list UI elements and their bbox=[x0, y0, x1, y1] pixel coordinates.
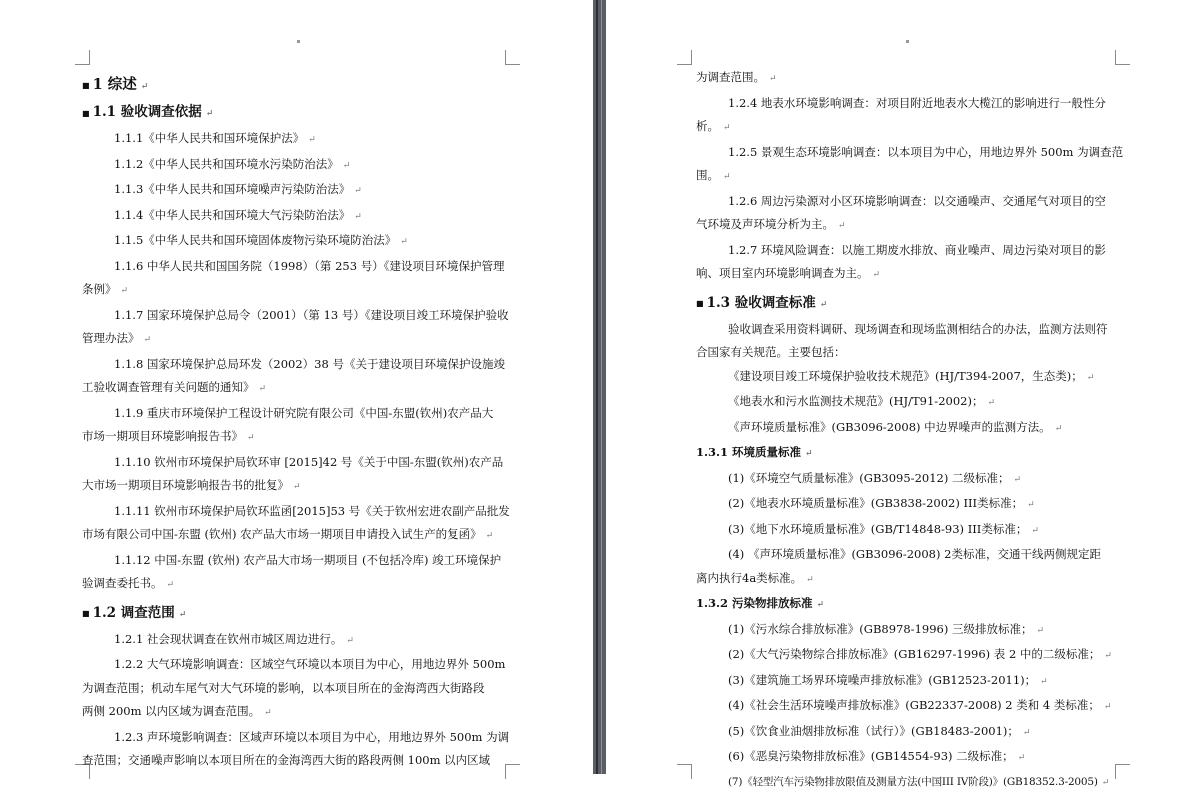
paragraph: 验收调查采用资料调研、现场调查和现场监测相结合的办法，监测方法则符 bbox=[696, 318, 1114, 342]
standard-item: 《地表水和污水监测技术规范》(HJ/T91-2002)； ↵ bbox=[696, 390, 1114, 416]
paragraph-continued: 合国家有关规范。主要包括： bbox=[696, 341, 1114, 365]
heading-1-3: ■ 1.3 验收调查标准 ↵ bbox=[696, 288, 1114, 318]
list-item: 1.2.5 景观生态环境影响调查：以本项目为中心，用地边界外 500m 为调查范 bbox=[696, 141, 1114, 165]
margin-corner-mark bbox=[505, 50, 520, 65]
right-page-content[interactable] bbox=[696, 66, 1114, 795]
list-item-continued: 管理办法》 ↵ bbox=[82, 327, 506, 353]
list-item: 1.1.7 国家环境保护总局令（2001）（第 13 号）《建设项目竣工环境保护验收 bbox=[82, 304, 506, 328]
list-item: (7)《轻型汽车污染物排放限值及测量方法(中国III IV阶段)》(GB18352.3-2005) ↵ bbox=[696, 771, 1114, 795]
list-item-continued: 市场一期项目环境影响报告书》 ↵ bbox=[82, 425, 506, 451]
margin-corner-mark bbox=[1115, 50, 1130, 65]
list-item: 1.2.2 大气环境影响调查：区域空气环境以本项目为中心，用地边界外 500m bbox=[82, 653, 506, 677]
list-item: (6)《恶臭污染物排放标准》(GB14554-93) 二级标准； ↵ bbox=[696, 745, 1114, 771]
list-item: 1.1.8 国家环境保护总局环发（2002）38 号《关于建设项目环境保护设施竣 bbox=[82, 353, 506, 377]
document-page-right bbox=[606, 0, 1196, 774]
list-item: (3)《建筑施工场界环境噪声排放标准》(GB12523-2011)； ↵ bbox=[696, 669, 1114, 695]
document-page-left bbox=[0, 0, 593, 774]
heading-1-2: ■ 1.2 调查范围 ↵ bbox=[82, 598, 506, 628]
standard-item: 《声环境质量标准》(GB3096-2008) 中边界噪声的监测方法。 ↵ bbox=[696, 416, 1114, 442]
list-item-continued: 条例》 ↵ bbox=[82, 278, 506, 304]
margin-corner-mark bbox=[677, 50, 692, 65]
list-item: 1.2.3 声环境影响调查：区域声环境以本项目为中心，用地边界外 500m 为调 bbox=[82, 726, 506, 750]
list-item: 1.1.3《中华人民共和国环境噪声污染防治法》 ↵ bbox=[82, 178, 506, 204]
header-marker bbox=[297, 40, 300, 43]
margin-corner-mark bbox=[677, 764, 692, 779]
list-item: 1.1.10 钦州市环境保护局钦环审 [2015]42 号《关于中国-东盟(钦州)农产品 bbox=[82, 451, 506, 475]
list-item: (5)《饮食业油烟排放标准（试行）》(GB18483-2001)； ↵ bbox=[696, 720, 1114, 746]
list-item-continued: 两侧 200m 以内区域为调查范围。 ↵ bbox=[82, 700, 506, 726]
list-item: 1.1.6 中华人民共和国国务院（1998）（第 253 号）《建设项目环境保护管理 bbox=[82, 255, 506, 279]
standard-item: 《建设项目竣工环境保护验收技术规范》(HJ/T394-2007，生态类)； ↵ bbox=[696, 365, 1114, 391]
heading-1-3-2: 1.3.2 污染物排放标准 ↵ bbox=[696, 592, 1114, 618]
list-item: 1.2.7 环境风险调查：以施工期废水排放、商业噪声、周边污染对项目的影 bbox=[696, 239, 1114, 263]
list-item: 1.2.6 周边污染源对小区环境影响调查：以交通噪声、交通尾气对项目的空 bbox=[696, 190, 1114, 214]
page-gutter bbox=[593, 0, 606, 774]
list-item-continued: 大市场一期项目环境影响报告书的批复》 ↵ bbox=[82, 474, 506, 500]
list-item: 1.1.4《中华人民共和国环境大气污染防治法》 ↵ bbox=[82, 204, 506, 230]
list-item: 1.1.2《中华人民共和国环境水污染防治法》 ↵ bbox=[82, 153, 506, 179]
heading-1-1: ■ 1.1 验收调查依据 ↵ bbox=[82, 97, 506, 127]
margin-corner-mark bbox=[75, 50, 90, 65]
list-item-continued: 为调查范围；机动车尾气对大气环境的影响，以本项目所在的金海湾西大街路段 bbox=[82, 677, 506, 701]
list-item-continued: 围。 ↵ bbox=[696, 164, 1114, 190]
list-item: (4) 《声环境质量标准》(GB3096-2008) 2类标准，交通干线两侧规定距 bbox=[696, 543, 1114, 567]
header-marker bbox=[906, 40, 909, 43]
list-item: 1.1.9 重庆市环境保护工程设计研究院有限公司《中国-东盟(钦州)农产品大 bbox=[82, 402, 506, 426]
list-item: 1.1.12 中国-东盟 (钦州) 农产品大市场一期项目 (不包括冷库) 竣工环境保护 bbox=[82, 549, 506, 573]
list-item: (2)《大气污染物综合排放标准》(GB16297-1996) 表 2 中的二级标准； ↵ bbox=[696, 643, 1114, 669]
margin-corner-mark bbox=[1115, 764, 1130, 779]
list-item: 1.2.1 社会现状调查在钦州市城区周边进行。 ↵ bbox=[82, 628, 506, 654]
list-item-continued: 查范围；交通噪声影响以本项目所在的金海湾西大街的路段两侧 100m 以内区域 bbox=[82, 749, 506, 773]
list-item-continued: 验调查委托书。 ↵ bbox=[82, 572, 506, 598]
list-item-continued: 析。 ↵ bbox=[696, 115, 1114, 141]
margin-corner-mark bbox=[505, 764, 520, 779]
left-page-content[interactable] bbox=[82, 72, 506, 773]
list-item: 1.2.4 地表水环境影响调查：对项目附近地表水大榄江的影响进行一般性分 bbox=[696, 92, 1114, 116]
list-item-continued: 气环境及声环境分析为主。 ↵ bbox=[696, 213, 1114, 239]
list-item-continued: 为调查范围。 ↵ bbox=[696, 66, 1114, 92]
list-item: (2)《地表水环境质量标准》(GB3838-2002) III类标准； ↵ bbox=[696, 492, 1114, 518]
list-item-continued: 市场有限公司中国-东盟 (钦州) 农产品大市场一期项目申请投入试生产的复函》 ↵ bbox=[82, 523, 506, 549]
list-item: (1)《环境空气质量标准》(GB3095-2012) 二级标准； ↵ bbox=[696, 467, 1114, 493]
list-item-continued: 响、项目室内环境影响调查为主。 ↵ bbox=[696, 262, 1114, 288]
list-item-continued: 工验收调查管理有关问题的通知》 ↵ bbox=[82, 376, 506, 402]
list-item: (3)《地下水环境质量标准》(GB/T14848-93) III类标准； ↵ bbox=[696, 518, 1114, 544]
list-item-continued: 离内执行4a类标准。 ↵ bbox=[696, 567, 1114, 593]
list-item: (1)《污水综合排放标准》(GB8978-1996) 三级排放标准； ↵ bbox=[696, 618, 1114, 644]
heading-1-3-1: 1.3.1 环境质量标准 ↵ bbox=[696, 441, 1114, 467]
heading-1: ■ 1 综述 ↵ bbox=[82, 72, 506, 97]
list-item: 1.1.5《中华人民共和国环境固体废物污染环境防治法》 ↵ bbox=[82, 229, 506, 255]
list-item: 1.1.1《中华人民共和国环境保护法》 ↵ bbox=[82, 127, 506, 153]
list-item: 1.1.11 钦州市环境保护局钦环监函[2015]53 号《关于钦州宏进农副产品批发 bbox=[82, 500, 506, 524]
list-item: (4)《社会生活环境噪声排放标准》(GB22337-2008) 2 类和 4 类标准； ↵ bbox=[696, 694, 1114, 720]
